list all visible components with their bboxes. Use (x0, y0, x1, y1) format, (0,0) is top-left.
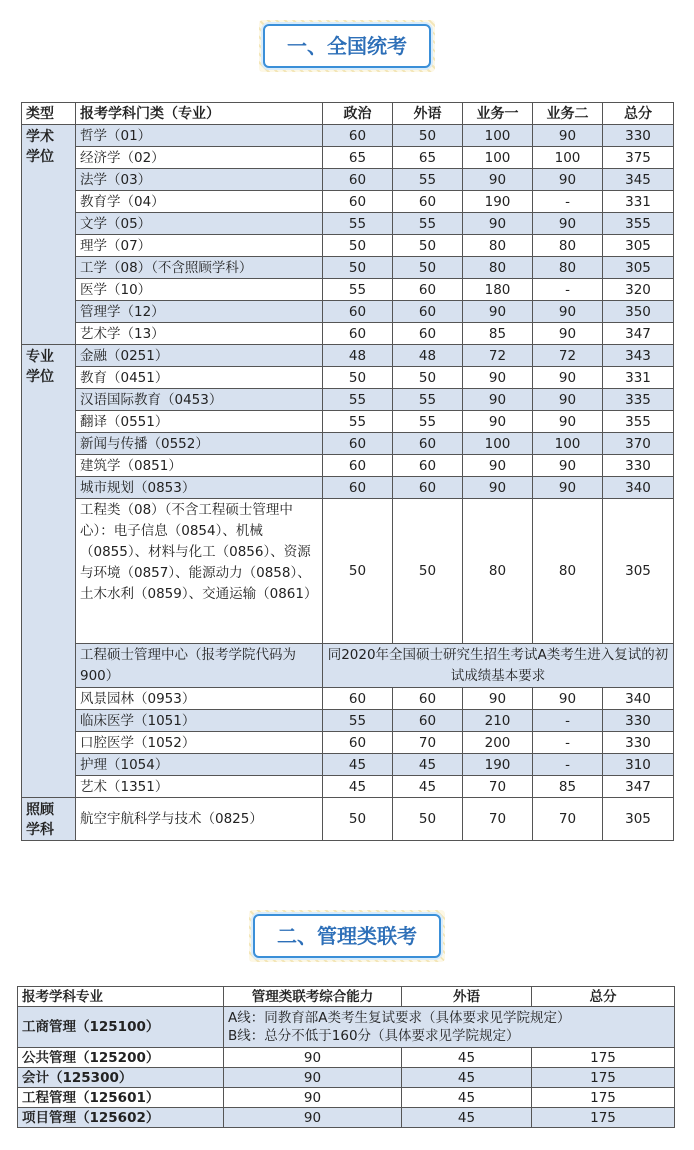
score-cell: 70 (463, 798, 533, 841)
column-header: 报考学科门类（专业） (76, 103, 323, 125)
subject-name: 风景园林（0953） (76, 688, 323, 710)
score-cell: 90 (533, 688, 603, 710)
subject-name: 口腔医学（1052） (76, 732, 323, 754)
score-cell: 310 (603, 754, 674, 776)
subject-name: 护理（1054） (76, 754, 323, 776)
score-cell: 45 (323, 776, 393, 798)
table-row (22, 147, 674, 169)
score-cell: 55 (323, 213, 393, 235)
line-b: B线：总分不低于160分（具体要求见学院规定） (228, 1028, 520, 1044)
score-cell: 72 (533, 345, 603, 367)
score-cell: 90 (463, 213, 533, 235)
score-cell: 90 (533, 455, 603, 477)
table-row (22, 499, 674, 644)
subject-name: 医学（10） (76, 279, 323, 301)
score-cell: 90 (533, 367, 603, 389)
score-cell: 90 (224, 1068, 402, 1088)
score-cell: 90 (533, 389, 603, 411)
table-row (18, 1088, 675, 1108)
subject-name: 汉语国际教育（0453） (76, 389, 323, 411)
subject-name: 建筑学（0851） (76, 455, 323, 477)
category-academic: 学术 学位 (22, 125, 76, 345)
score-cell: 60 (323, 125, 393, 147)
score-cell: 100 (463, 147, 533, 169)
score-cell: 60 (393, 455, 463, 477)
score-cell: 375 (603, 147, 674, 169)
score-cell: 330 (603, 125, 674, 147)
column-header: 业务一 (463, 103, 533, 125)
score-cell: 70 (463, 776, 533, 798)
score-cell: 370 (603, 433, 674, 455)
score-cell: 340 (603, 688, 674, 710)
table-row (22, 279, 674, 301)
score-cell: 355 (603, 213, 674, 235)
table-row (22, 389, 674, 411)
score-cell: 305 (603, 235, 674, 257)
score-cell: 90 (224, 1048, 402, 1068)
score-cell: 90 (463, 455, 533, 477)
score-cell: 90 (224, 1088, 402, 1108)
subject-name: 艺术（1351） (76, 776, 323, 798)
score-cell: 45 (402, 1108, 532, 1128)
table-row (22, 345, 674, 367)
score-cell: 90 (533, 213, 603, 235)
subject-name: 管理学（12） (76, 301, 323, 323)
column-header: 报考学科专业 (18, 987, 224, 1007)
score-cell: 60 (323, 433, 393, 455)
score-cell: 90 (463, 389, 533, 411)
score-cell: 55 (323, 710, 393, 732)
table-row (22, 367, 674, 389)
table-row (22, 710, 674, 732)
score-cell: 330 (603, 732, 674, 754)
score-cell: 80 (533, 499, 603, 644)
table-row (22, 213, 674, 235)
table-row (22, 301, 674, 323)
score-cell: 90 (533, 125, 603, 147)
score-cell: 305 (603, 257, 674, 279)
program-name: 工商管理（125100） (18, 1007, 224, 1048)
subject-name: 经济学（02） (76, 147, 323, 169)
management-exam-table (17, 986, 675, 1128)
score-cell: 180 (463, 279, 533, 301)
column-header: 总分 (603, 103, 674, 125)
score-cell: 45 (393, 754, 463, 776)
score-cell: 55 (323, 279, 393, 301)
category-special: 照顾 学科 (22, 798, 76, 841)
score-cell: 190 (463, 754, 533, 776)
score-cell: 90 (463, 169, 533, 191)
score-cell: 90 (533, 323, 603, 345)
score-cell: 65 (323, 147, 393, 169)
score-cell: - (533, 754, 603, 776)
score-cell: 45 (402, 1068, 532, 1088)
table-row (22, 688, 674, 710)
table-row (22, 125, 674, 147)
table-row (22, 732, 674, 754)
score-cell: 70 (533, 798, 603, 841)
score-cell: 70 (393, 732, 463, 754)
subject-name: 法学（03） (76, 169, 323, 191)
subject-name: 工程类（08）（不含工程硕士管理中心）：电子信息（0854）、机械（0855）、材料与化工（0856）、资源与环境（0857）、能源动力（0858）、土木水利（0859）、交通运输（0861） (76, 499, 323, 644)
score-cell: 190 (463, 191, 533, 213)
score-cell: 55 (323, 411, 393, 433)
national-exam-table (21, 102, 674, 841)
score-cell: 45 (402, 1088, 532, 1108)
subject-name: 文学（05） (76, 213, 323, 235)
score-cell: 330 (603, 710, 674, 732)
subject-name: 新闻与传播（0552） (76, 433, 323, 455)
score-cell: 90 (533, 477, 603, 499)
line-a: A线：同教育部A类考生复试要求（具体要求见学院规定） (228, 1010, 571, 1026)
program-name: 工程管理（125601） (18, 1088, 224, 1108)
score-cell: 90 (463, 367, 533, 389)
score-cell: 90 (533, 301, 603, 323)
score-cell: 45 (393, 776, 463, 798)
score-cell: 90 (224, 1108, 402, 1128)
score-cell: 50 (393, 367, 463, 389)
score-cell: 80 (533, 257, 603, 279)
program-name: 项目管理（125602） (18, 1108, 224, 1128)
table-row (22, 754, 674, 776)
table-row (22, 644, 674, 688)
mba-requirement (224, 1007, 675, 1048)
subject-name: 城市规划（0853） (76, 477, 323, 499)
score-cell: 60 (393, 301, 463, 323)
score-cell: 175 (532, 1108, 675, 1128)
score-cell: 320 (603, 279, 674, 301)
score-cell: 85 (463, 323, 533, 345)
column-header: 管理类联考综合能力 (224, 987, 402, 1007)
subject-name: 理学（07） (76, 235, 323, 257)
column-header: 总分 (532, 987, 675, 1007)
table-row (22, 477, 674, 499)
score-cell: 50 (393, 125, 463, 147)
score-cell: 60 (323, 301, 393, 323)
score-cell: 343 (603, 345, 674, 367)
subject-name: 教育学（04） (76, 191, 323, 213)
score-cell: 50 (323, 367, 393, 389)
score-cell: 305 (603, 798, 674, 841)
score-cell: 331 (603, 191, 674, 213)
score-cell: 100 (463, 433, 533, 455)
table-row (22, 798, 674, 841)
score-cell: 200 (463, 732, 533, 754)
score-cell: 55 (323, 389, 393, 411)
subject-name: 翻译（0551） (76, 411, 323, 433)
score-cell: 48 (323, 345, 393, 367)
score-cell: 80 (463, 257, 533, 279)
column-header: 外语 (393, 103, 463, 125)
section1-header (259, 20, 435, 72)
score-cell: 60 (393, 477, 463, 499)
score-cell: 100 (533, 147, 603, 169)
score-cell: 175 (532, 1068, 675, 1088)
section2-header (249, 910, 445, 962)
score-cell: 60 (323, 191, 393, 213)
table-row (22, 323, 674, 345)
section1-title: 一、全国统考 (263, 24, 431, 68)
score-cell: 90 (463, 688, 533, 710)
score-cell: 80 (533, 235, 603, 257)
score-cell: 340 (603, 477, 674, 499)
subject-name: 临床医学（1051） (76, 710, 323, 732)
score-cell: 100 (533, 433, 603, 455)
score-cell: 50 (393, 257, 463, 279)
subject-name: 艺术学（13） (76, 323, 323, 345)
score-cell: 350 (603, 301, 674, 323)
score-cell: 50 (323, 798, 393, 841)
score-cell: 60 (393, 688, 463, 710)
score-cell: 48 (393, 345, 463, 367)
score-cell: 50 (323, 499, 393, 644)
score-cell: 60 (323, 732, 393, 754)
score-cell: 55 (393, 213, 463, 235)
score-cell: 45 (402, 1048, 532, 1068)
table-row (22, 776, 674, 798)
subject-name: 航空宇航科学与技术（0825） (76, 798, 323, 841)
score-cell: 175 (532, 1088, 675, 1108)
score-cell: 60 (323, 455, 393, 477)
score-cell: 50 (323, 257, 393, 279)
column-header: 业务二 (533, 103, 603, 125)
subject-name: 工学（08）（不含照顾学科） (76, 257, 323, 279)
score-cell: 210 (463, 710, 533, 732)
score-cell: 72 (463, 345, 533, 367)
subject-name: 工程硕士管理中心（报考学院代码为900） (76, 644, 323, 688)
program-name: 公共管理（125200） (18, 1048, 224, 1068)
score-cell: 80 (463, 499, 533, 644)
score-cell: 60 (393, 433, 463, 455)
score-cell: 60 (323, 169, 393, 191)
score-cell: 55 (393, 389, 463, 411)
score-cell: 305 (603, 499, 674, 644)
score-cell: 60 (323, 688, 393, 710)
subject-name: 教育（0451） (76, 367, 323, 389)
table-row (18, 1007, 675, 1048)
column-header: 政治 (323, 103, 393, 125)
score-cell: 90 (533, 169, 603, 191)
section2-title: 二、管理类联考 (253, 914, 441, 958)
column-header: 外语 (402, 987, 532, 1007)
score-cell: 50 (393, 499, 463, 644)
score-cell: 345 (603, 169, 674, 191)
score-cell: 90 (463, 411, 533, 433)
score-cell: 347 (603, 323, 674, 345)
score-cell: 80 (463, 235, 533, 257)
score-cell: - (533, 732, 603, 754)
score-cell: 60 (393, 710, 463, 732)
table-row (22, 455, 674, 477)
score-cell: 90 (463, 477, 533, 499)
score-cell: 60 (323, 323, 393, 345)
score-cell: 65 (393, 147, 463, 169)
table-row (22, 257, 674, 279)
table-row (18, 1048, 675, 1068)
score-cell: 90 (463, 301, 533, 323)
table-row (22, 191, 674, 213)
table-row (22, 411, 674, 433)
score-cell: 330 (603, 455, 674, 477)
score-cell: 175 (532, 1048, 675, 1068)
table-row (18, 1068, 675, 1088)
score-cell: 60 (393, 279, 463, 301)
table-row (22, 169, 674, 191)
subject-name: 哲学（01） (76, 125, 323, 147)
table-row (22, 433, 674, 455)
category-professional: 专业 学位 (22, 345, 76, 798)
score-cell: 100 (463, 125, 533, 147)
column-header: 类型 (22, 103, 76, 125)
score-cell: 335 (603, 389, 674, 411)
score-cell: 55 (393, 411, 463, 433)
score-cell: 90 (533, 411, 603, 433)
score-cell: 50 (323, 235, 393, 257)
score-cell: 60 (323, 477, 393, 499)
table-header-row (22, 103, 674, 125)
score-note: 同2020年全国硕士研究生招生考试A类考生进入复试的初试成绩基本要求 (323, 644, 674, 688)
score-cell: 347 (603, 776, 674, 798)
score-cell: 45 (323, 754, 393, 776)
score-cell: 50 (393, 798, 463, 841)
score-cell: - (533, 279, 603, 301)
table-row (18, 1108, 675, 1128)
score-cell: 55 (393, 169, 463, 191)
subject-name: 金融（0251） (76, 345, 323, 367)
table-header-row (18, 987, 675, 1007)
score-cell: 331 (603, 367, 674, 389)
score-cell: - (533, 710, 603, 732)
score-cell: - (533, 191, 603, 213)
program-name: 会计（125300） (18, 1068, 224, 1088)
score-cell: 60 (393, 191, 463, 213)
score-cell: 60 (393, 323, 463, 345)
score-cell: 355 (603, 411, 674, 433)
score-cell: 50 (393, 235, 463, 257)
score-cell: 85 (533, 776, 603, 798)
table-row (22, 235, 674, 257)
